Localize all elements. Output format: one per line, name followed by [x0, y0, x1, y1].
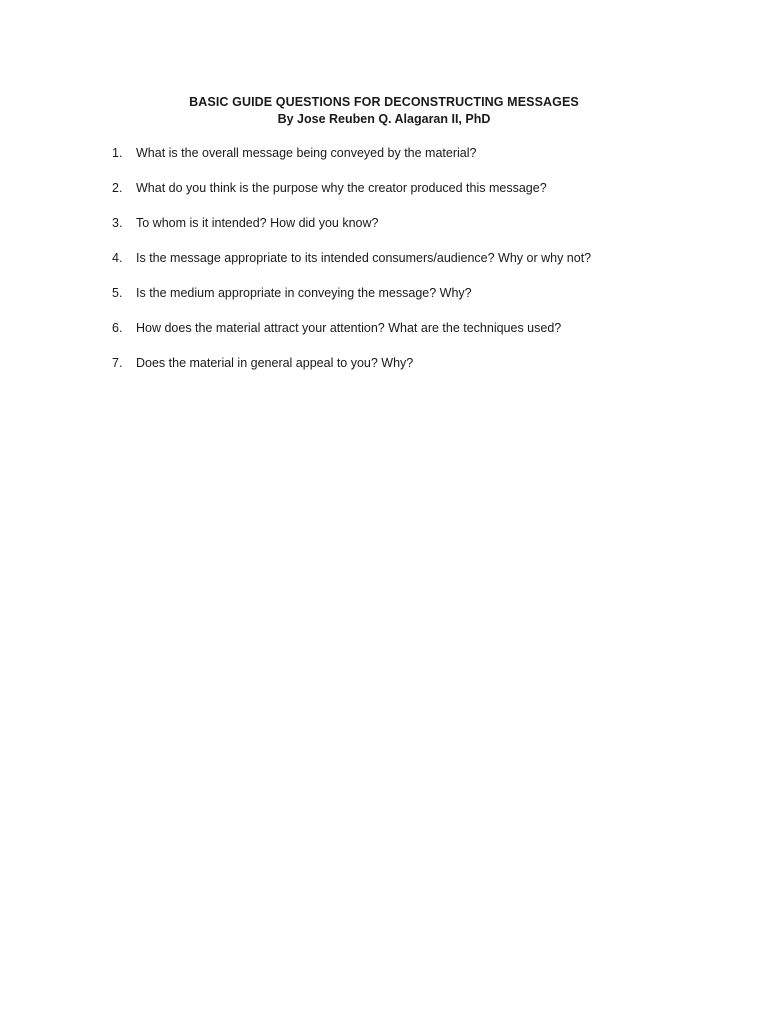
question-text: Does the material in general appeal to you? Why? [136, 356, 414, 370]
question-list [112, 145, 712, 390]
question-number: 4. [112, 251, 123, 265]
question-number: 6. [112, 321, 123, 335]
question-text: Is the message appropriate to its intended consumers/audience? Why or why not? [136, 251, 592, 265]
question-item [112, 355, 712, 390]
question-number: 5. [112, 286, 123, 300]
question-text: Is the medium appropriate in conveying the message? Why? [136, 286, 472, 300]
question-item [112, 285, 712, 320]
document-author: By Jose Reuben Q. Alagaran II, PhD [277, 112, 491, 126]
document-title: BASIC GUIDE QUESTIONS FOR DECONSTRUCTING MESSAGES [189, 95, 579, 109]
question-item [112, 215, 712, 250]
question-text: What do you think is the purpose why the creator produced this message? [136, 181, 547, 195]
question-number: 1. [112, 146, 123, 160]
question-item [112, 320, 712, 355]
question-item [112, 145, 712, 180]
question-item [112, 180, 712, 215]
question-text: To whom is it intended? How did you know? [136, 216, 379, 230]
question-text: How does the material attract your attention? What are the techniques used? [136, 321, 562, 335]
question-item [112, 250, 712, 285]
question-number: 7. [112, 356, 123, 370]
document-header [0, 94, 768, 128]
question-text: What is the overall message being conveyed by the material? [136, 146, 477, 160]
question-number: 3. [112, 216, 123, 230]
question-number: 2. [112, 181, 123, 195]
